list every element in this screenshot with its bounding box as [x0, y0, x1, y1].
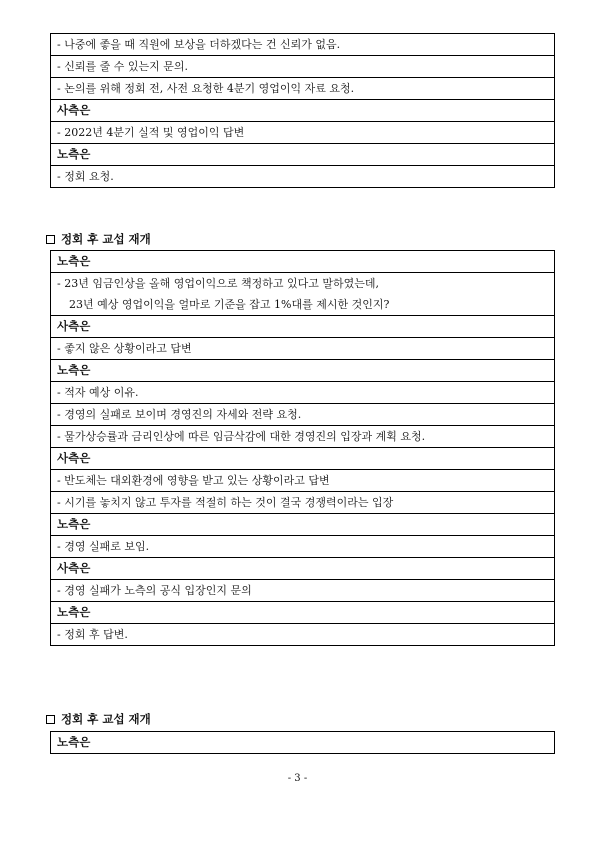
- statement-row: [51, 536, 555, 558]
- speaker-label: 사측은: [51, 100, 555, 122]
- speaker-row: [51, 602, 555, 624]
- section-heading-resume-2: [46, 711, 151, 727]
- statement-text: - 좋지 않은 상황이라고 답변: [51, 338, 555, 360]
- statement-row: [51, 404, 555, 426]
- speaker-row: [51, 251, 555, 273]
- statement-cell: [51, 273, 555, 316]
- checkbox-icon: [46, 715, 55, 724]
- statement-text: - 경영 실패가 노측의 공식 입장인지 문의: [51, 580, 555, 602]
- section-heading-resume-1: [46, 231, 151, 247]
- page-number: - 3 -: [287, 773, 308, 784]
- speaker-label: 사측은: [51, 558, 555, 580]
- statement-row: [51, 122, 555, 144]
- statement-row: [51, 78, 555, 100]
- speaker-row: [51, 558, 555, 580]
- speaker-row: [51, 144, 555, 166]
- speaker-row: [51, 448, 555, 470]
- speaker-row: [51, 360, 555, 382]
- speaker-row: [51, 514, 555, 536]
- statement-text: - 신뢰를 줄 수 있는지 문의.: [51, 56, 555, 78]
- statement-text: - 반도체는 대외환경에 영향을 받고 있는 상황이라고 답변: [51, 470, 555, 492]
- speaker-label: 사측은: [51, 316, 555, 338]
- speaker-row: [51, 316, 555, 338]
- minutes-table-continued: [50, 33, 555, 188]
- statement-text: - 2022년 4분기 실적 및 영업이익 답변: [51, 122, 555, 144]
- speaker-label: 사측은: [51, 448, 555, 470]
- speaker-label: 노측은: [51, 251, 555, 273]
- statement-row: [51, 492, 555, 514]
- section-heading-text: 정회 후 교섭 재개: [61, 232, 151, 246]
- statement-text: - 나중에 좋을 때 직원에 보상을 더하겠다는 건 신뢰가 없음.: [51, 34, 555, 56]
- statement-text: - 정회 요청.: [51, 166, 555, 188]
- speaker-label: 노측은: [51, 514, 555, 536]
- statement-text: - 시기를 놓치지 않고 투자를 적절히 하는 것이 결국 경쟁력이라는 입장: [51, 492, 555, 514]
- statement-row: [51, 624, 555, 646]
- statement-text: - 논의를 위해 정회 전, 사전 요청한 4분기 영업이익 자료 요청.: [51, 78, 555, 100]
- minutes-table-session-2: [50, 250, 555, 646]
- speaker-row: [51, 732, 555, 754]
- statement-text: - 경영의 실패로 보이며 경영진의 자세와 전략 요청.: [51, 404, 555, 426]
- statement-text: - 적자 예상 이유.: [51, 382, 555, 404]
- statement-row: [51, 273, 555, 316]
- checkbox-icon: [46, 235, 55, 244]
- statement-text: - 정회 후 답변.: [51, 624, 555, 646]
- statement-row: [51, 470, 555, 492]
- speaker-label: 노측은: [51, 602, 555, 624]
- statement-row: [51, 34, 555, 56]
- speaker-row: [51, 100, 555, 122]
- statement-row: [51, 382, 555, 404]
- statement-row: [51, 56, 555, 78]
- statement-text: - 물가상승률과 금리인상에 따른 임금삭감에 대한 경영진의 입장과 계획 요청.: [51, 426, 555, 448]
- statement-row: [51, 338, 555, 360]
- section-heading-text: 정회 후 교섭 재개: [61, 712, 151, 726]
- speaker-label: 노측은: [51, 360, 555, 382]
- statement-text: - 경영 실패로 보임.: [51, 536, 555, 558]
- speaker-label: 노측은: [51, 732, 555, 754]
- statement-row: [51, 580, 555, 602]
- statement-text-continued: 23년 예상 영업이익을 얼마로 기준을 잡고 1%대를 제시한 것인지?: [69, 298, 390, 311]
- statement-row: [51, 166, 555, 188]
- statement-row: [51, 426, 555, 448]
- statement-text: - 23년 임금인상을 올해 영업이익으로 책정하고 있다고 말하였는데,: [57, 277, 379, 290]
- speaker-label: 노측은: [51, 144, 555, 166]
- minutes-table-session-3: [50, 731, 555, 754]
